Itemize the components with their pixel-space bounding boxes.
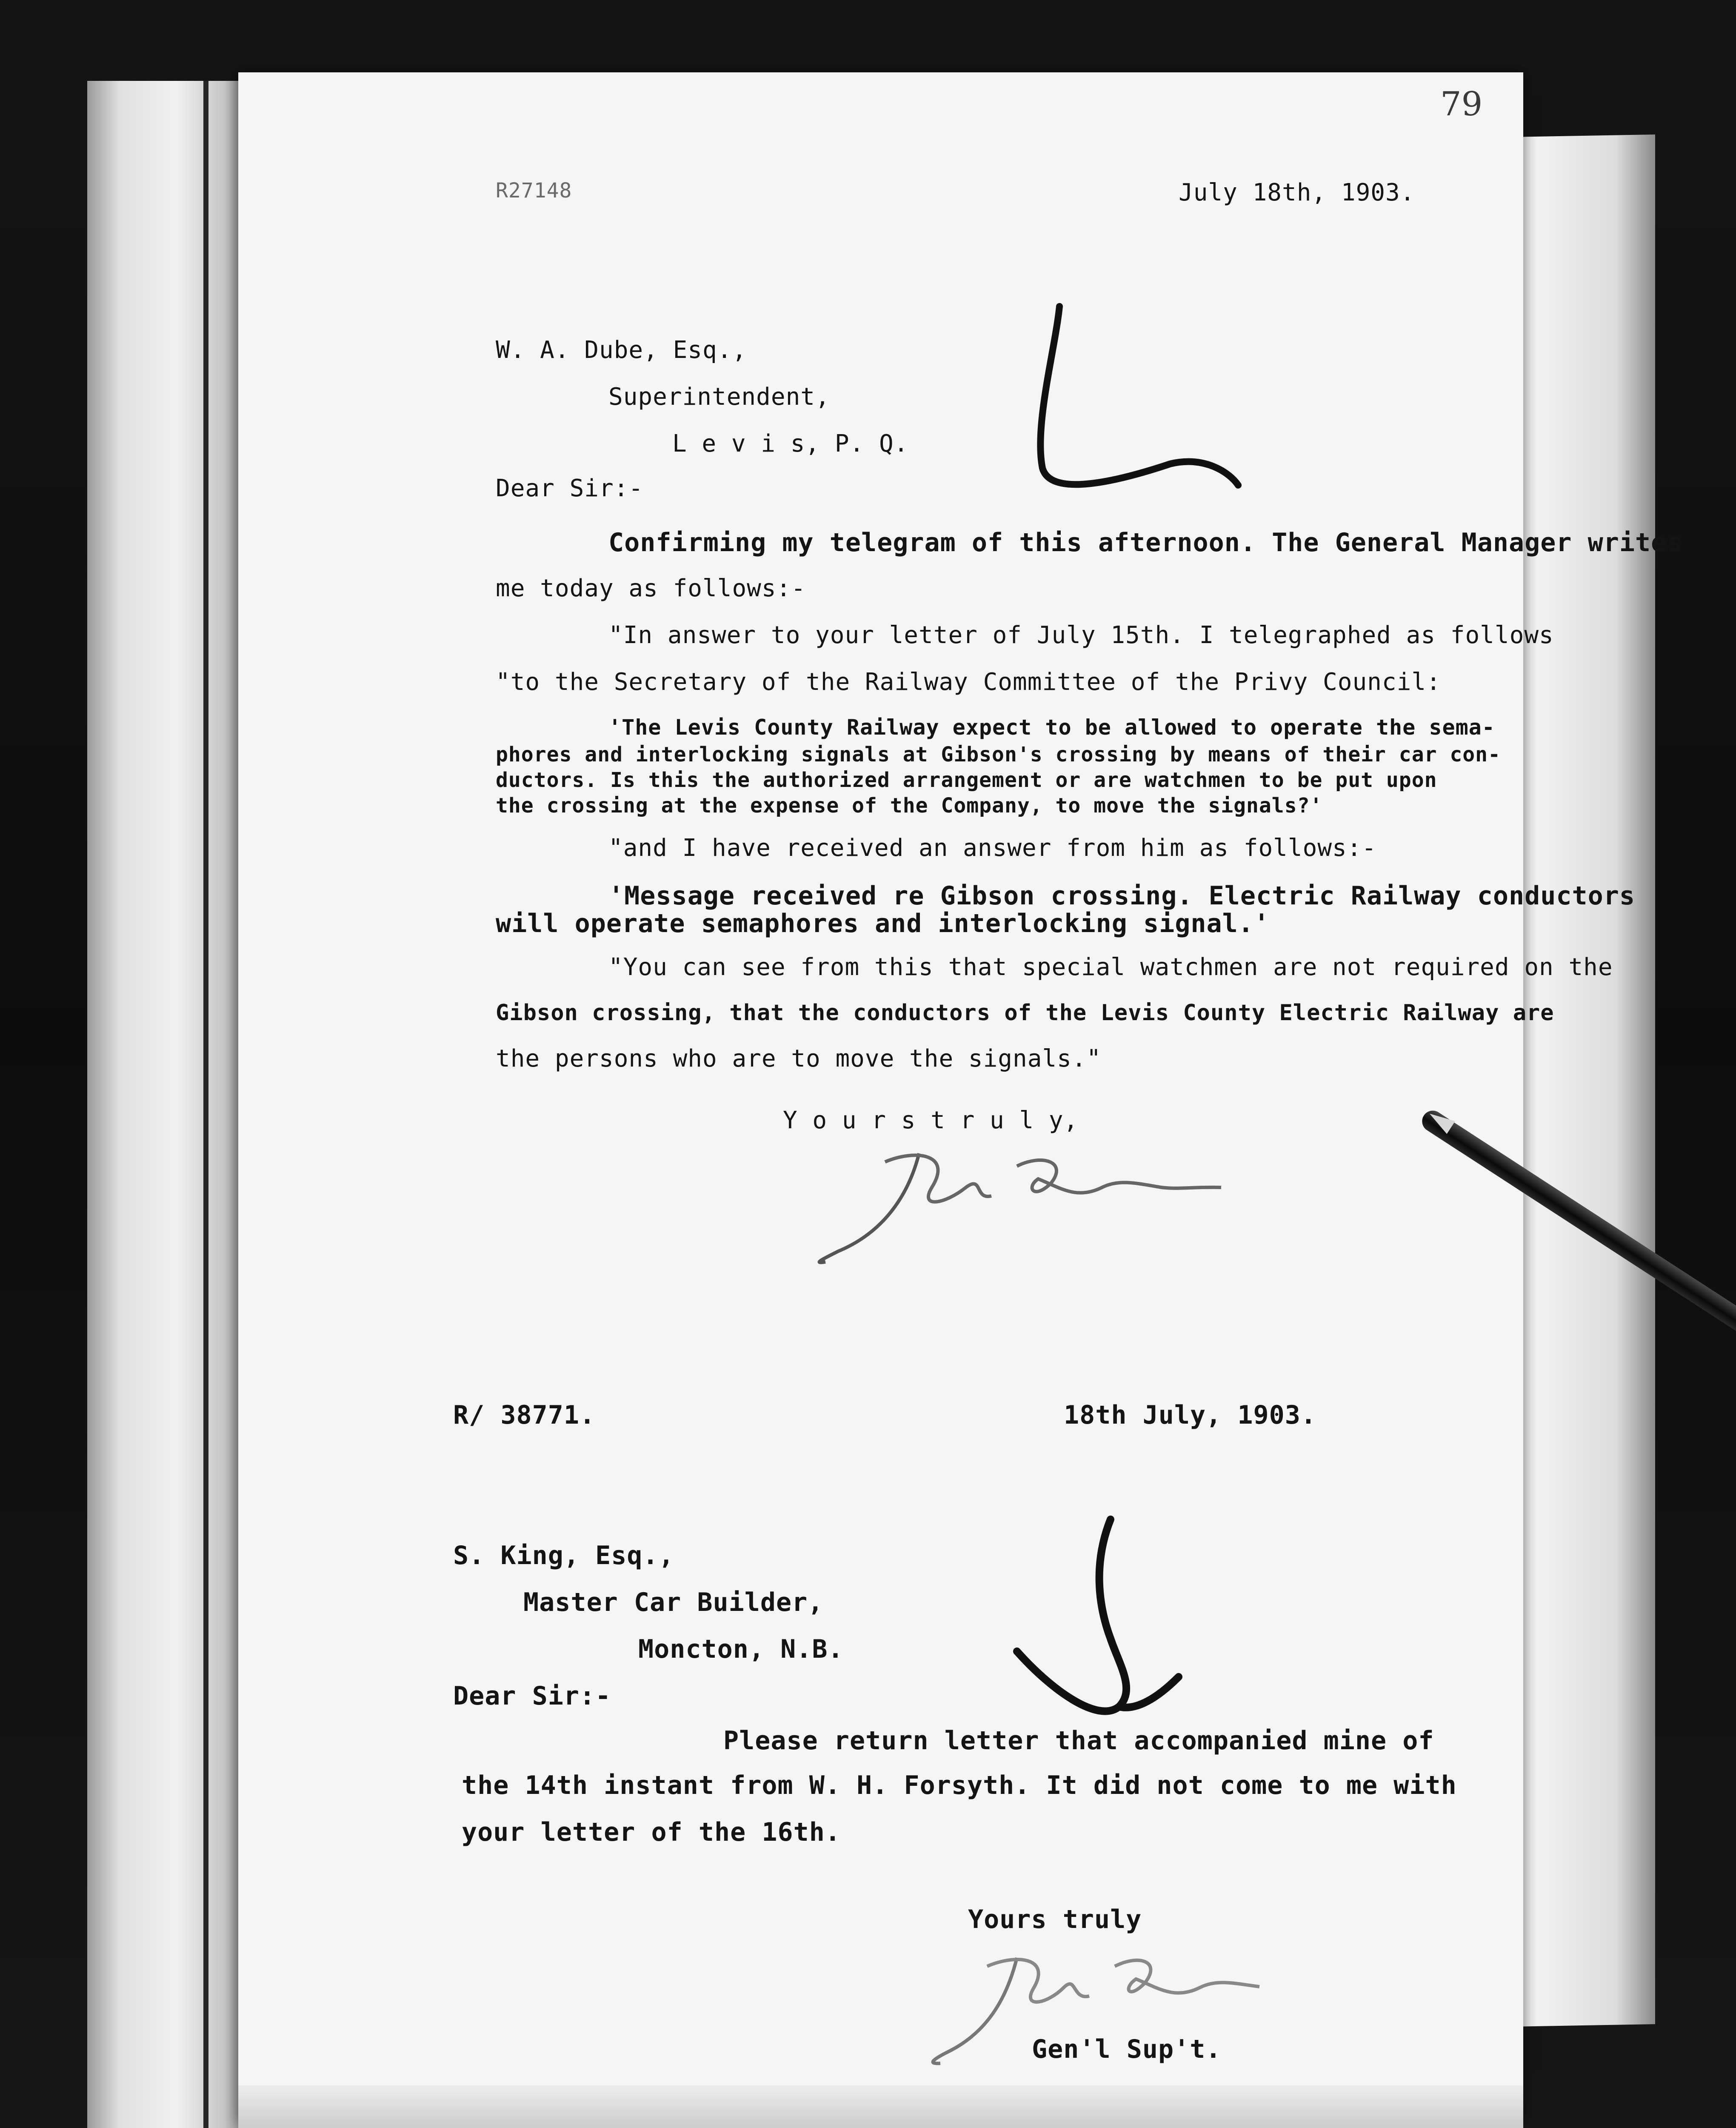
- letter1-date: July 18th, 1903.: [1179, 179, 1415, 206]
- letter1-body-line: "to the Secretary of the Railway Committee of the Privy Council:: [496, 668, 1441, 696]
- letter1-signature: [813, 1136, 1281, 1277]
- spine-binding-line: [203, 81, 208, 2128]
- letter1-title: Superintendent,: [608, 383, 830, 411]
- letter1-salutation: Dear Sir:-: [496, 475, 644, 502]
- letter2-place: Moncton, N.B.: [638, 1634, 844, 1664]
- letter2-addressee: S. King, Esq.,: [453, 1541, 674, 1570]
- letter1-addressee: W. A. Dube, Esq.,: [496, 336, 747, 364]
- letter1-body-line: "and I have received an answer from him as follows:-: [608, 834, 1377, 862]
- letter2-salutation: Dear Sir:-: [453, 1681, 611, 1711]
- letter1-body-line: me today as follows:-: [496, 575, 806, 602]
- letter1-body-line: the crossing at the expense of the Company, to move the signals?': [496, 794, 1323, 818]
- letter1-body-line: 'The Levis County Railway expect to be allowed to operate the sema-: [608, 715, 1495, 740]
- letter2-title: Master Car Builder,: [523, 1587, 824, 1617]
- letter1-body-line: 'Message received re Gibson crossing. Electric Railway conductors: [608, 881, 1635, 911]
- letter2-closing: Yours truly: [968, 1905, 1142, 1934]
- letter1-body-line: Confirming my telegram of this afternoon. The General Manager writes: [608, 528, 1683, 558]
- letter1-body-line: ductors. Is this the authorized arrangement or are watchmen to be put upon: [496, 768, 1437, 792]
- letter1-body-line: Gibson crossing, that the conductors of the Levis County Electric Railway are: [496, 1000, 1554, 1026]
- letter2-sign-title: Gen'l Sup't.: [1032, 2034, 1222, 2064]
- letter2-reference: R/ 38771.: [453, 1400, 596, 1430]
- letter1-place: L e v i s, P. Q.: [672, 430, 909, 458]
- letter1-closing: Y o u r s t r u l y,: [783, 1107, 1079, 1134]
- letter2-date: 18th July, 1903.: [1064, 1400, 1316, 1430]
- letter1-body-line: the persons who are to move the signals.": [496, 1045, 1102, 1073]
- letter1-body-line: "In answer to your letter of July 15th. I telegraphed as follows: [608, 621, 1554, 649]
- letter1-body-line: "You can see from this that special watchmen are not required on the: [608, 953, 1613, 981]
- page-number: 79: [1440, 85, 1483, 123]
- page-bottom-edge: [238, 2085, 1523, 2128]
- letter2-body-line: Please return letter that accompanied mine of: [723, 1726, 1434, 1756]
- letter-page: [238, 72, 1523, 2124]
- letter2-body-line: the 14th instant from W. H. Forsyth. It did not come to me with: [462, 1770, 1457, 1800]
- book-spine: [87, 81, 249, 2128]
- letter1-body-line: phores and interlocking signals at Gibson's crossing by means of their car con-: [496, 743, 1501, 767]
- letter1-body-line: will operate semaphores and interlocking signal.': [496, 909, 1270, 938]
- letter2-body-line: your letter of the 16th.: [462, 1817, 841, 1847]
- letter2-handwritten-mark: [991, 1511, 1230, 1741]
- letter1-handwritten-mark: [991, 298, 1289, 519]
- letter1-reference: R27148: [496, 179, 572, 203]
